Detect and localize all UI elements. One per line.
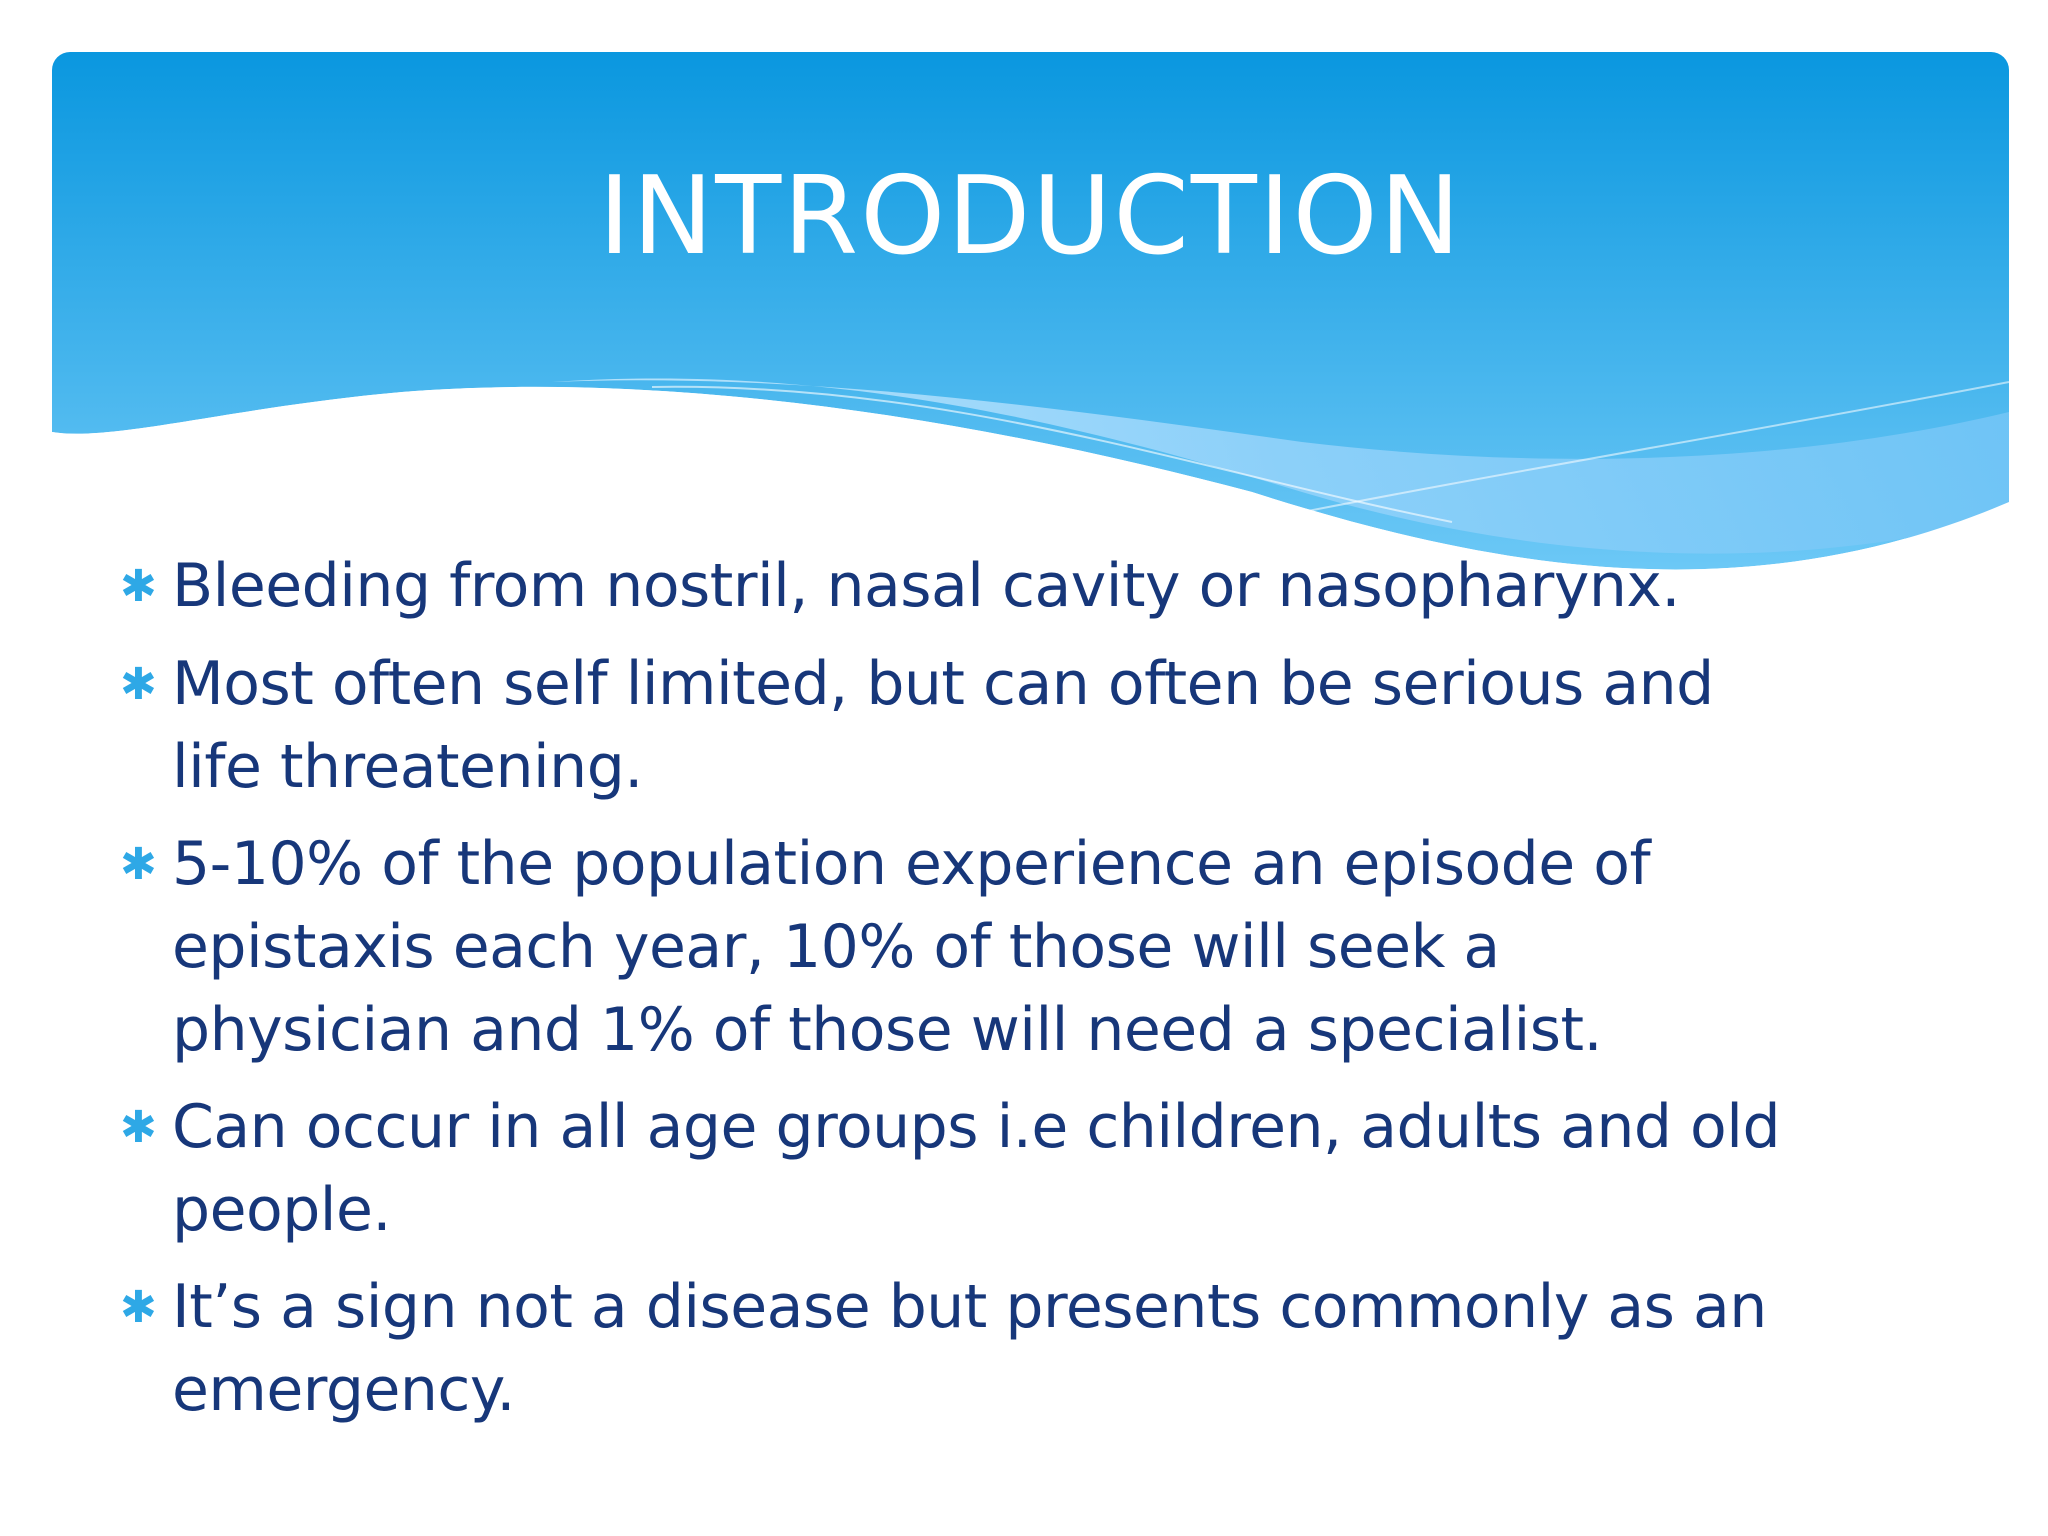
- bullet-list: [120, 545, 1820, 1446]
- asterisk-icon: ✱: [120, 1282, 157, 1333]
- list-item: [120, 545, 1820, 629]
- bullet-text: Most often self limited, but can often be serious and life threatening.: [172, 649, 1714, 802]
- asterisk-icon: ✱: [120, 1102, 157, 1153]
- bullet-text: 5-10% of the population experience an episode of epistaxis each year, 10% of those will seek a physician and 1% of those will need a specialist.: [172, 829, 1651, 1065]
- asterisk-icon: ✱: [120, 561, 157, 612]
- asterisk-icon: ✱: [120, 839, 157, 890]
- asterisk-icon: ✱: [120, 659, 157, 710]
- list-item: [120, 823, 1820, 1072]
- bullet-text: Bleeding from nostril, nasal cavity or nasopharynx.: [172, 551, 1680, 621]
- bullet-text: It’s a sign not a disease but presents commonly as an emergency.: [172, 1272, 1767, 1425]
- list-item: [120, 643, 1820, 809]
- bullet-text: Can occur in all age groups i.e children, adults and old people.: [172, 1092, 1781, 1245]
- slide-title: INTRODUCTION: [598, 154, 1463, 279]
- list-item: [120, 1266, 1820, 1432]
- list-item: [120, 1086, 1820, 1252]
